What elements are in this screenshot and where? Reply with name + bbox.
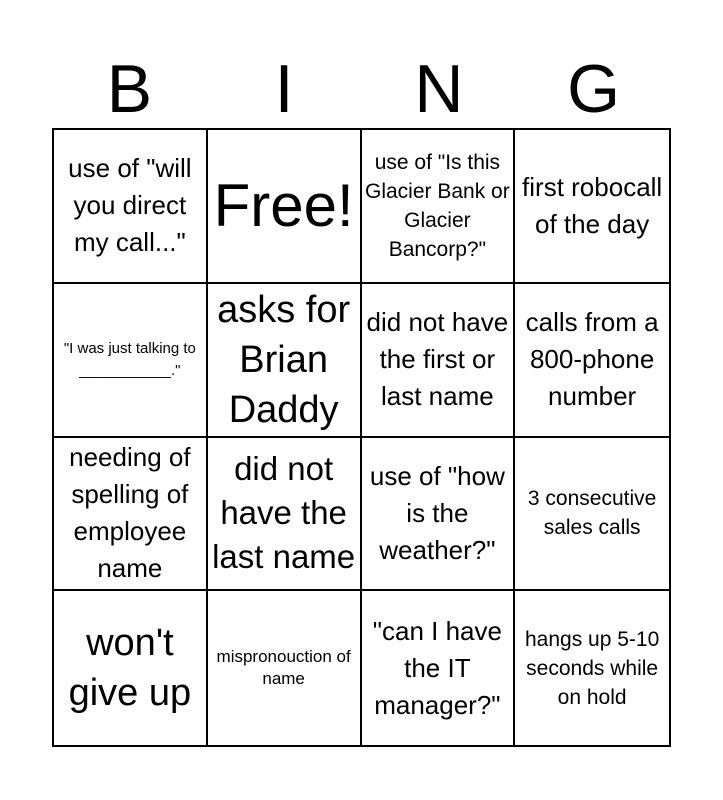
header-letter-b: B bbox=[106, 51, 153, 127]
cell-text: won't give up bbox=[68, 622, 192, 715]
header-letter-i: I bbox=[274, 51, 294, 127]
cell-text: Free! bbox=[213, 171, 354, 239]
header-letter-g: G bbox=[567, 51, 621, 127]
bingo-cell[interactable] bbox=[515, 284, 669, 438]
cell-text: did not have the first or last name bbox=[366, 307, 509, 412]
bingo-cell[interactable] bbox=[54, 284, 208, 438]
bingo-cell[interactable] bbox=[362, 284, 516, 438]
bingo-cell[interactable] bbox=[54, 438, 208, 592]
cell-text: needing of spelling of employee name bbox=[69, 442, 191, 584]
cell-text: 3 consecutive sales calls bbox=[527, 487, 657, 540]
bingo-cell[interactable] bbox=[54, 591, 208, 745]
bingo-header bbox=[52, 50, 671, 128]
bingo-grid bbox=[52, 128, 671, 747]
cell-text: hangs up 5-10 seconds while on hold bbox=[524, 627, 660, 709]
cell-text: did not have the last name bbox=[212, 450, 356, 576]
cell-text: "I was just talking to ___________." bbox=[63, 339, 196, 379]
cell-text: use of "how is the weather?" bbox=[369, 460, 505, 565]
bingo-cell[interactable] bbox=[54, 130, 208, 284]
bingo-cell[interactable] bbox=[362, 438, 516, 592]
bingo-cell[interactable] bbox=[362, 130, 516, 284]
cell-text: asks for Brian Daddy bbox=[217, 288, 351, 431]
cell-text: use of "Is this Glacier Bank or Glacier Bancorp?" bbox=[365, 150, 510, 261]
free-space-cell[interactable] bbox=[208, 130, 362, 284]
cell-text: use of "will you direct my call..." bbox=[68, 153, 192, 258]
cell-text: mispronouction of name bbox=[216, 647, 351, 689]
bingo-cell[interactable] bbox=[515, 130, 669, 284]
bingo-cell[interactable] bbox=[515, 438, 669, 592]
cell-text: calls from a 800-phone number bbox=[525, 307, 659, 412]
bingo-cell[interactable] bbox=[208, 284, 362, 438]
header-letter-n: N bbox=[414, 51, 464, 127]
bingo-cell[interactable] bbox=[362, 591, 516, 745]
bingo-cell[interactable] bbox=[208, 591, 362, 745]
cell-text: first robocall of the day bbox=[522, 171, 663, 239]
bingo-cell[interactable] bbox=[515, 591, 669, 745]
bingo-cell[interactable] bbox=[208, 438, 362, 592]
cell-text: "can I have the IT manager?" bbox=[372, 615, 502, 720]
